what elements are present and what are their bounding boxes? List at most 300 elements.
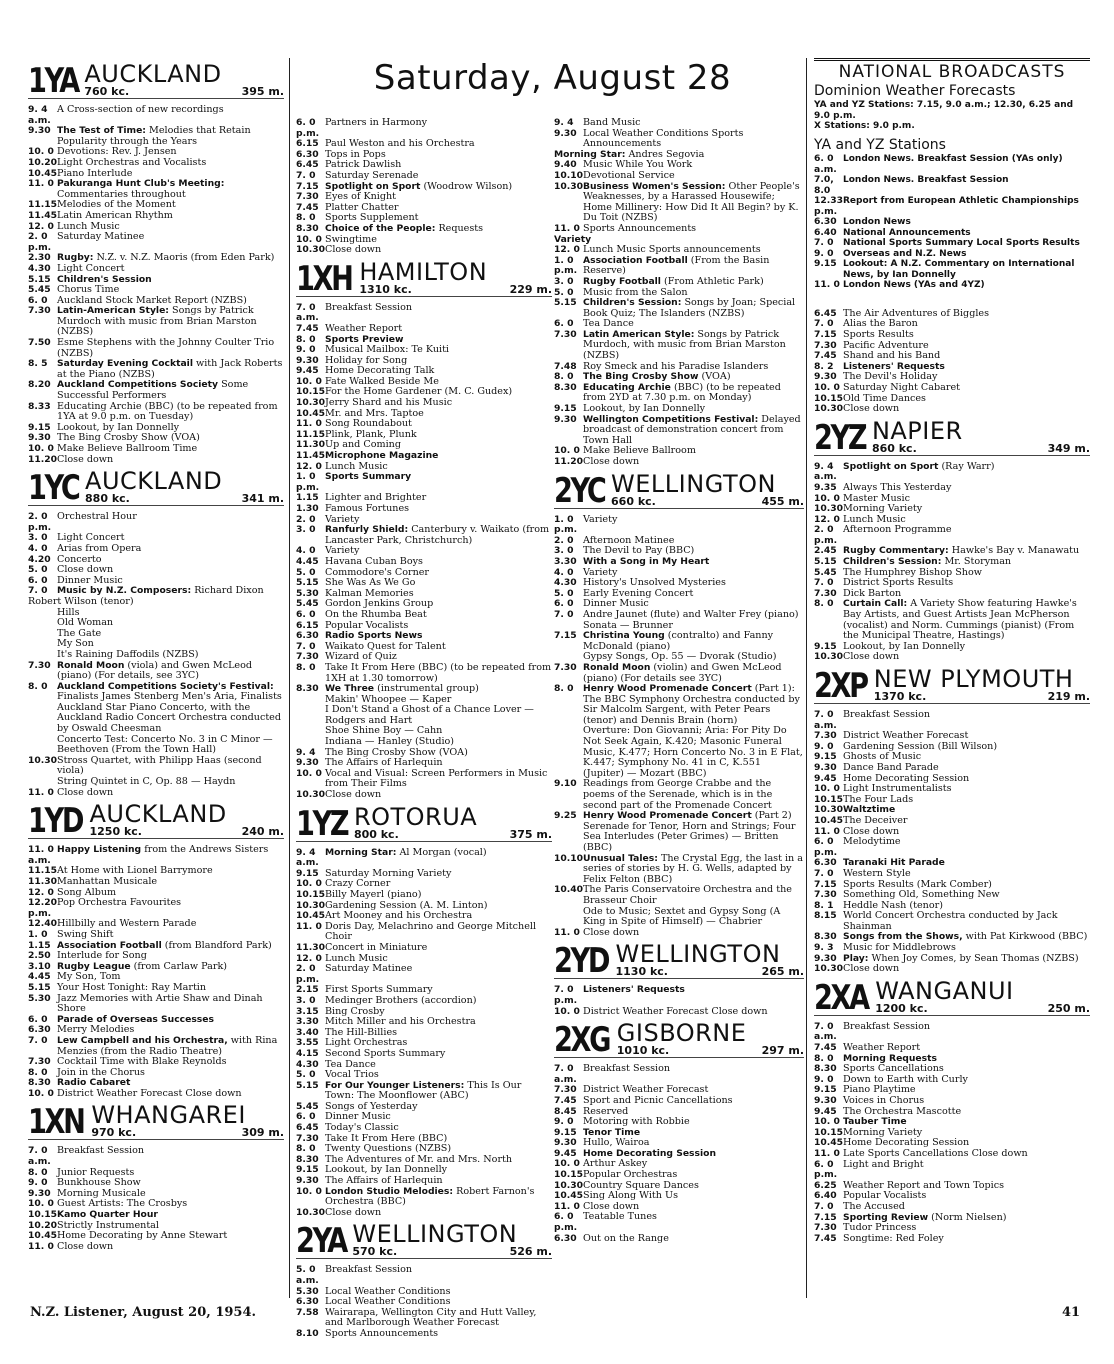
station-info bbox=[616, 942, 805, 977]
time-label: 2.15 bbox=[296, 984, 319, 996]
programme-detail: Al Morgan (vocal) bbox=[396, 846, 487, 858]
programme-text bbox=[325, 769, 552, 790]
time-label: 6. 0 bbox=[28, 1013, 48, 1025]
time-label: 4.15 bbox=[296, 1047, 319, 1059]
programme-highlight: Taranaki Hit Parade bbox=[843, 857, 945, 869]
station-call-sign: 2XA bbox=[814, 977, 868, 1018]
list-item bbox=[554, 256, 804, 277]
programme-text bbox=[843, 652, 1090, 663]
programme-detail: Tea Dance bbox=[325, 1058, 376, 1070]
station-metres: 526 m. bbox=[509, 1245, 552, 1259]
list-item bbox=[554, 928, 804, 939]
programme-detail: Swingtime bbox=[325, 233, 377, 245]
time-label: 8.30 bbox=[554, 381, 577, 393]
programme-detail: Swing Shift bbox=[57, 928, 114, 940]
programme-detail: with Jack Roberts at the Piano (NZBS) bbox=[57, 358, 283, 380]
time-label: 8. 0 bbox=[296, 212, 316, 224]
time-label: 5.15 bbox=[296, 577, 319, 589]
programme-detail: Dinner Music bbox=[583, 598, 649, 610]
time-label: 6.40 bbox=[814, 226, 837, 238]
programme-detail: District Sports Results bbox=[843, 577, 954, 589]
programme-detail: The Paris Conservatoire Orchestra and the Brasseur Choir bbox=[583, 884, 792, 906]
time-label: 7. 0 bbox=[28, 585, 48, 597]
time-label: 8.33 bbox=[28, 400, 51, 412]
programme-highlight: Home Decorating Session bbox=[583, 1147, 716, 1159]
programme-detail: Hawke's Bay v. Manawatu bbox=[948, 545, 1080, 557]
station-header bbox=[28, 800, 284, 842]
list-item bbox=[28, 788, 284, 799]
station-info bbox=[85, 469, 284, 504]
programme-highlight: The Bing Crosby Show bbox=[583, 371, 699, 383]
time-label: 8.30 bbox=[28, 1077, 51, 1089]
programme-detail: Latin American Rhythm bbox=[57, 209, 173, 221]
programme-detail: She Was As We Go bbox=[325, 577, 416, 589]
programme-detail: Out on the Range bbox=[583, 1232, 669, 1244]
programme-text bbox=[843, 259, 1090, 280]
programme-detail: Overseas and N.Z. News bbox=[843, 248, 967, 259]
programme-detail: Saturday Matinee bbox=[325, 963, 413, 975]
station-metres: 455 m. bbox=[761, 494, 804, 508]
time-label: 3.55 bbox=[296, 1037, 319, 1049]
programme-detail: Medinger Brothers (accordion) bbox=[325, 994, 477, 1006]
programme-highlight: Music by N.Z. Composers: bbox=[57, 585, 192, 597]
time-label: 5.15 bbox=[554, 297, 577, 309]
programme-detail: Close down bbox=[843, 825, 900, 837]
time-label: 10. 0 bbox=[296, 1185, 322, 1197]
programme-detail: Melodies that Retain Popularity through the Years bbox=[57, 125, 251, 147]
programme-detail: Delayed broadcast of demonstration concert from Town Hall bbox=[583, 413, 801, 446]
station-info bbox=[617, 1021, 804, 1056]
programme-text bbox=[843, 1022, 1090, 1043]
programme-detail: District Weather Forecast bbox=[843, 730, 969, 742]
time-label: 11. 0 bbox=[296, 418, 322, 430]
programme-detail: Close down bbox=[843, 963, 900, 975]
time-label: 6. 0 bbox=[554, 598, 574, 610]
list-item bbox=[554, 726, 804, 779]
time-label: 7.58 bbox=[296, 1306, 319, 1318]
station-metres: 229 m. bbox=[509, 282, 552, 296]
time-label: 4. 0 bbox=[554, 566, 574, 578]
time-label: 9.10 bbox=[554, 778, 577, 790]
time-label: 7.30 bbox=[296, 651, 319, 663]
programme-highlight: Educating Archie bbox=[583, 381, 671, 393]
programme-highlight: Radio Cabaret bbox=[57, 1077, 131, 1089]
time-label: 7.15 bbox=[554, 630, 577, 642]
list-item bbox=[296, 790, 552, 801]
station-call-sign: 1YD bbox=[28, 801, 82, 842]
list-item bbox=[814, 175, 1090, 196]
column-4-schedule bbox=[814, 309, 1090, 1245]
time-label: 2. 0 p.m. bbox=[28, 231, 52, 253]
programme-detail: with Rina Menzies (from the Radio Theatre) bbox=[57, 1034, 278, 1057]
programme-detail: Interlude for Song bbox=[57, 950, 147, 962]
programme-detail: My Son bbox=[57, 638, 94, 650]
programme-highlight: Auckland Competitions Society's Festival: bbox=[57, 680, 274, 692]
programme-highlight: Choice of the People: bbox=[325, 222, 436, 234]
programme-detail: Light Instrumentalists bbox=[843, 783, 952, 795]
time-label: 10. 0 bbox=[554, 445, 580, 457]
time-label: 9.25 bbox=[554, 810, 577, 822]
list-item bbox=[28, 1036, 284, 1057]
programme-detail: District Weather Forecast Close down bbox=[57, 1087, 242, 1099]
time-label: 6.30 bbox=[814, 216, 837, 228]
time-label: 9.15 bbox=[814, 1084, 837, 1096]
programme-detail: Light Orchestras bbox=[325, 1037, 408, 1049]
programme-detail: Afternoon Matinee bbox=[583, 534, 675, 546]
programme-detail: Gardening Session (A. M. Linton) bbox=[325, 899, 488, 911]
time-label: 11.30 bbox=[28, 876, 58, 887]
station-frequency bbox=[85, 493, 284, 504]
programme-text bbox=[843, 228, 1090, 239]
programme-text bbox=[57, 1036, 284, 1057]
programme-highlight: The Test of Time: bbox=[57, 125, 146, 137]
programme-detail: Songs by Patrick Murdoch, with music from Brian Marston (NZBS) bbox=[583, 328, 786, 362]
programme-detail: Old Time Dances bbox=[843, 392, 926, 404]
programme-detail: Esme Stephens with the Johnny Coulter Trio (NZBS) bbox=[57, 337, 275, 359]
programme-detail: (from Carlaw Park) bbox=[130, 960, 228, 972]
programme-text bbox=[325, 1308, 552, 1329]
programme-detail: Merry Melodies bbox=[57, 1024, 135, 1036]
station-name: WELLINGTON bbox=[611, 469, 776, 498]
programme-detail: Dick Barton bbox=[843, 587, 902, 599]
time-label: 11.15 bbox=[296, 428, 326, 440]
programme-highlight: Listeners' Requests bbox=[583, 984, 685, 996]
programme-detail: Alias the Baron bbox=[843, 318, 918, 330]
programme-detail: Close down bbox=[57, 1240, 114, 1252]
programme-detail: Sports Cancellations bbox=[843, 1063, 944, 1075]
time-label: 4.45 bbox=[28, 971, 51, 983]
programme-highlight: Children's Session: bbox=[583, 297, 682, 309]
programme-detail: Close down bbox=[583, 926, 640, 938]
list-item bbox=[296, 1265, 552, 1286]
programme-highlight: Pakuranga Hunt Club's Meeting: bbox=[57, 178, 225, 190]
programme-detail: Heddle Nash (tenor) bbox=[843, 899, 943, 911]
programme-text bbox=[57, 232, 284, 253]
programme-detail: The Bing Crosby Show (VOA) bbox=[325, 746, 468, 758]
programme-detail: Master Music bbox=[843, 492, 911, 504]
programme-detail: Light Concert bbox=[57, 262, 125, 274]
list-item bbox=[814, 837, 1090, 858]
time-label: 8. 0 bbox=[28, 1166, 48, 1178]
time-label: 9.40 bbox=[554, 159, 577, 171]
time-label: 7.15 bbox=[814, 1211, 837, 1223]
time-label: 10.45 bbox=[554, 1190, 584, 1202]
time-label: 11. 0 bbox=[28, 178, 54, 190]
programme-text bbox=[57, 179, 284, 200]
station-header bbox=[28, 467, 284, 509]
time-label: 7.50 bbox=[28, 337, 51, 349]
time-label: 10.30 bbox=[296, 1206, 326, 1218]
programme-detail: Popular Vocalists bbox=[843, 1190, 927, 1202]
time-label: 10.15 bbox=[296, 386, 326, 398]
programme-detail: The Air Adventures of Biggles bbox=[843, 307, 990, 319]
programme-detail: Saturday Morning Variety bbox=[325, 867, 452, 879]
programme-detail: Patrick Dawlish bbox=[325, 159, 402, 171]
programme-text bbox=[325, 245, 552, 256]
programme-detail: Local Weather Conditions bbox=[325, 1285, 451, 1297]
programme-text bbox=[325, 472, 552, 493]
programme-detail: Weather Report bbox=[325, 322, 403, 334]
time-label: 7. 0 bbox=[814, 577, 834, 589]
time-label: 6.30 bbox=[28, 1024, 51, 1036]
programme-detail: Readings from George Crabbe and the poems of the Serenade, which is in the second part of the Promenade Concert bbox=[583, 778, 773, 811]
station-frequency bbox=[354, 829, 552, 840]
time-label: 6. 0 p.m. bbox=[814, 836, 838, 858]
time-label: 10.45 bbox=[28, 1230, 58, 1242]
programme-detail: Morning Musicale bbox=[57, 1187, 146, 1199]
time-label: 7. 0 a.m. bbox=[28, 1145, 51, 1168]
station-header bbox=[28, 1101, 284, 1143]
time-label: 11. 0 bbox=[296, 920, 322, 932]
list-item bbox=[814, 249, 1090, 260]
programme-detail: Lookout, by Ian Donnelly bbox=[325, 1164, 448, 1176]
time-label: 9.15 bbox=[814, 751, 837, 763]
programme-text bbox=[583, 822, 804, 854]
programme-highlight: Rugby Football bbox=[583, 275, 661, 287]
programme-detail: Light and Bright bbox=[843, 1158, 924, 1170]
programme-detail: Reserved bbox=[583, 1105, 629, 1117]
programme-text bbox=[57, 455, 284, 466]
station-header bbox=[814, 976, 1090, 1018]
list-item bbox=[28, 359, 284, 380]
time-label: 8. 0 bbox=[814, 598, 834, 610]
programme-highlight: Songs from the Shows, bbox=[843, 931, 963, 943]
station-kc: 800 kc. bbox=[353, 827, 399, 841]
list-item bbox=[28, 682, 284, 735]
time-label: 3. 0 bbox=[296, 994, 316, 1006]
time-label: 10. 0 bbox=[296, 233, 322, 245]
programme-text bbox=[57, 756, 284, 777]
list-item bbox=[28, 402, 284, 423]
time-label: 8.30 bbox=[296, 1153, 319, 1165]
programme-text bbox=[843, 1234, 1090, 1245]
list-item bbox=[554, 631, 804, 652]
station-kc: 970 kc. bbox=[91, 1126, 137, 1140]
time-label: 8.30 bbox=[814, 1063, 837, 1075]
station-frequency bbox=[91, 1127, 284, 1138]
station-frequency bbox=[617, 1045, 804, 1056]
programme-detail: Wizard of Quiz bbox=[325, 651, 397, 663]
programme-text bbox=[843, 196, 1090, 217]
time-label: 8.30 bbox=[296, 683, 319, 695]
programme-detail: Variety bbox=[325, 513, 360, 525]
programme-highlight: Variety bbox=[554, 233, 592, 245]
time-label: 10.30 bbox=[28, 754, 58, 766]
station-name: AUCKLAND bbox=[85, 467, 223, 496]
programme-detail: Dance Band Parade bbox=[843, 761, 939, 773]
time-label: 3. 0 bbox=[296, 524, 316, 536]
time-label: 7.30 bbox=[814, 889, 837, 901]
programme-detail: Havana Cuban Boys bbox=[325, 555, 423, 567]
programme-text bbox=[325, 525, 552, 546]
time-label: 7.30 bbox=[554, 328, 577, 340]
time-label: 10.15 bbox=[296, 889, 326, 900]
programme-detail: Sing Along With Us bbox=[583, 1190, 679, 1202]
time-label: 4. 0 bbox=[28, 542, 48, 554]
programme-detail: Close down bbox=[583, 1200, 640, 1212]
programme-detail: Wairarapa, Wellington City and Hutt Valley, and Marlborough Weather Forecast bbox=[325, 1306, 537, 1329]
programme-detail: For the Home Gardener (M. C. Gudex) bbox=[325, 386, 513, 398]
programme-detail: Light Concert bbox=[57, 532, 125, 544]
programme-detail: Pacific Adventure bbox=[843, 339, 929, 351]
time-label: 2.45 bbox=[814, 545, 837, 557]
programme-text bbox=[57, 126, 284, 147]
station-info bbox=[874, 667, 1090, 702]
station-header bbox=[28, 62, 284, 99]
station-metres: 341 m. bbox=[241, 492, 284, 506]
programme-detail: Songs by Patrick Murdoch with music from Brian Marston (NZBS) bbox=[57, 305, 257, 338]
time-label: 10.10 bbox=[554, 169, 584, 181]
time-label: 10.15 bbox=[814, 1126, 844, 1138]
programme-detail: On the Rhumba Beat bbox=[325, 608, 427, 620]
programme-highlight: Henry Wood Promenade Concert bbox=[583, 683, 752, 695]
list-item bbox=[814, 228, 1090, 239]
list-item bbox=[814, 911, 1090, 932]
list-item bbox=[296, 118, 552, 139]
programme-highlight: Ranfurly Shield: bbox=[325, 524, 409, 536]
programme-highlight: Listeners' Requests bbox=[843, 360, 945, 372]
programme-detail: (viola) and Gwen McLeod (piano) (For details, see 3YC) bbox=[57, 659, 253, 682]
programme-highlight: With a Song in My Heart bbox=[583, 555, 710, 567]
time-label: 10.30 bbox=[554, 180, 584, 192]
time-label: 7.45 bbox=[814, 1042, 837, 1054]
time-label: 9.30 bbox=[554, 413, 577, 425]
time-label: 11.15 bbox=[28, 865, 58, 877]
programme-detail: Song Roundabout bbox=[325, 418, 412, 430]
station-header bbox=[296, 802, 552, 844]
programme-detail: Sports Results bbox=[843, 328, 914, 340]
programme-highlight: Spotlight on Sport bbox=[843, 460, 939, 472]
time-label: 5.45 bbox=[28, 284, 51, 296]
programme-text bbox=[325, 303, 552, 324]
time-label: 8.30 bbox=[814, 931, 837, 943]
programme-detail: (Norm Nielsen) bbox=[928, 1211, 1007, 1223]
time-label: 7.30 bbox=[296, 191, 319, 203]
programme-detail: Lunch Music bbox=[325, 952, 388, 964]
programme-text bbox=[57, 661, 284, 682]
time-label: 10.15 bbox=[814, 392, 844, 404]
programme-text bbox=[583, 1212, 804, 1233]
programme-detail: Motoring with Robbie bbox=[583, 1116, 690, 1128]
time-label: 5.15 bbox=[296, 1079, 319, 1091]
time-label: 7. 0 a.m. bbox=[554, 1063, 577, 1085]
programme-text bbox=[325, 663, 552, 684]
programme-detail: Strictly Instrumental bbox=[57, 1219, 159, 1231]
station-call-sign: 2YA bbox=[296, 1221, 346, 1262]
time-label: 10. 0 bbox=[814, 381, 840, 393]
programme-detail: (instrumental group) bbox=[374, 683, 479, 695]
time-label: 7. 0 bbox=[554, 608, 574, 620]
programme-text bbox=[57, 306, 284, 338]
programme-text bbox=[583, 885, 804, 906]
time-label: 6. 0 p.m. bbox=[296, 117, 320, 139]
list-item bbox=[28, 1146, 284, 1167]
programme-text bbox=[583, 1064, 804, 1085]
time-label: 9.15 bbox=[554, 1126, 577, 1138]
programme-detail: Lunch Music Sports announcements bbox=[583, 244, 761, 256]
time-label: 10. 0 bbox=[814, 492, 840, 504]
programme-detail: Join in the Chorus bbox=[57, 1066, 145, 1078]
programme-highlight: Tenor Time bbox=[583, 1126, 641, 1138]
time-label: 7.30 bbox=[296, 1132, 319, 1144]
programme-highlight: Ronald Moon bbox=[583, 661, 651, 673]
list-item bbox=[296, 1187, 552, 1208]
time-label: 5.30 bbox=[296, 1285, 319, 1297]
programme-highlight: Sports Preview bbox=[325, 333, 404, 345]
time-label: 4.20 bbox=[28, 553, 51, 565]
programme-detail: The Devil to Pay (BBC) bbox=[583, 545, 695, 557]
programme-detail: Concerto Test: Concerto No. 3 in C Minor — Beethoven (From the Town Hall) bbox=[57, 733, 273, 756]
time-label: 5.30 bbox=[28, 992, 51, 1004]
time-label: 9.15 bbox=[296, 867, 319, 879]
time-label: 10. 0 bbox=[554, 1158, 580, 1170]
weather-forecasts-title: Dominion Weather Forecasts bbox=[814, 82, 1016, 99]
station-kc: 570 kc. bbox=[352, 1245, 398, 1259]
programme-detail: Close down bbox=[57, 453, 114, 465]
list-item bbox=[814, 1234, 1090, 1245]
programme-detail: Guest Artists: The Crosbys bbox=[57, 1198, 188, 1210]
time-label: 7.30 bbox=[814, 1222, 837, 1234]
station-name: NAPIER bbox=[871, 416, 963, 445]
programme-text bbox=[583, 928, 804, 939]
time-label: 12. 0 bbox=[28, 886, 54, 898]
time-label: 4.30 bbox=[554, 577, 577, 589]
programme-detail: Mr. and Mrs. Taptoe bbox=[325, 407, 424, 419]
time-label: 5.45 bbox=[296, 598, 319, 610]
time-label: 2. 0 p.m. bbox=[814, 524, 838, 546]
programme-detail: Mr. Storyman bbox=[941, 556, 1012, 568]
programme-detail: Home Decorating Talk bbox=[325, 365, 435, 377]
programme-detail: Platter Chatter bbox=[325, 201, 399, 213]
time-label: 7. 0 bbox=[814, 1200, 834, 1212]
column-1 bbox=[28, 58, 284, 1252]
programme-text bbox=[325, 1329, 552, 1340]
programme-detail: Sports Announcements bbox=[325, 1327, 439, 1339]
programme-detail: Songs by Joan; Special Book Quiz; The Islanders (NZBS) bbox=[583, 297, 796, 319]
programme-detail: Indiana — Hanley (Studio) bbox=[325, 736, 455, 748]
list-item bbox=[814, 217, 1090, 228]
programme-detail: The Deceiver bbox=[843, 814, 908, 826]
programme-highlight: Play: bbox=[843, 952, 869, 964]
time-label: 3. 0 bbox=[554, 275, 574, 287]
programme-detail: (violin) and Gwen McLeod (piano) (For details see 3YC) bbox=[583, 661, 782, 684]
list-item bbox=[28, 661, 284, 682]
time-label: 5.15 bbox=[28, 981, 51, 993]
programme-text bbox=[57, 105, 284, 126]
weather-line: YA and YZ Stations: 7.15, 9.0 a.m.; 12.30, 6.25 and 9.0 p.m. bbox=[814, 100, 1074, 121]
list-item bbox=[28, 455, 284, 466]
time-label: 8. 2 bbox=[814, 360, 834, 372]
time-label: 8.15 bbox=[814, 910, 837, 922]
time-label: 8. 0 bbox=[296, 1143, 316, 1155]
time-label: 2. 0 p.m. bbox=[28, 511, 52, 533]
time-label: 6.30 bbox=[296, 1296, 319, 1308]
time-label: 6. 0 bbox=[28, 574, 48, 586]
programme-detail: Vocal and Visual: Screen Performers in Music from Their Films bbox=[325, 767, 548, 790]
list-item bbox=[28, 898, 284, 919]
programme-text bbox=[325, 1187, 552, 1208]
programme-text bbox=[325, 922, 552, 943]
time-label: 6. 0 bbox=[296, 1111, 316, 1123]
programme-detail: Make Believe Ballroom bbox=[583, 445, 696, 457]
time-label: 6.30 bbox=[296, 630, 319, 642]
time-label: 9.30 bbox=[296, 1175, 319, 1187]
programme-detail: Sports Supplement bbox=[325, 212, 419, 224]
programme-text bbox=[843, 175, 1090, 196]
programme-detail: Popular Vocalists bbox=[325, 619, 409, 631]
time-label: 7. 0 a.m. bbox=[296, 301, 319, 324]
programme-detail: World Concert Orchestra conducted by Jack Shainman bbox=[843, 910, 1058, 932]
